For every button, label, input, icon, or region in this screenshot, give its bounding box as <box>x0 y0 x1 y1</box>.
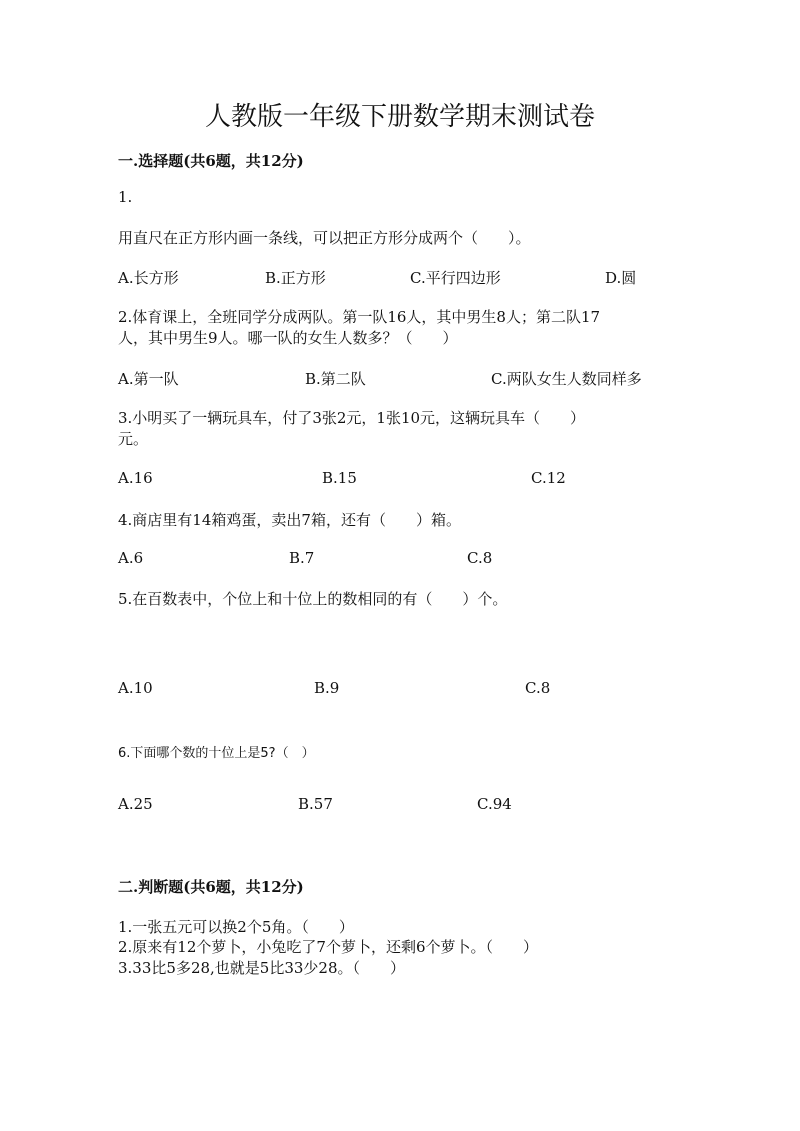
question-1-option-d: D.圆 <box>605 269 637 287</box>
question-3-option-a: A.16 <box>118 469 153 487</box>
question-3-option-b: B.15 <box>322 469 357 487</box>
question-2-option-b: B.第二队 <box>305 370 366 388</box>
judgment-item-3: 3.33比5多28,也就是5比33少28。（ ） <box>118 959 406 977</box>
question-4-text: 4.商店里有14箱鸡蛋，卖出7箱，还有（ ）箱。 <box>118 511 461 529</box>
question-6-option-a: A.25 <box>118 795 153 813</box>
question-3-option-c: C.12 <box>531 469 566 487</box>
question-3-line-1: 3.小明买了一辆玩具车，付了3张2元，1张10元，这辆玩具车（ ） <box>118 409 586 427</box>
question-5-text: 5.在百数表中，个位上和十位上的数相同的有（ ）个。 <box>118 590 508 608</box>
question-2-line-1: 2.体育课上，全班同学分成两队。第一队16人，其中男生8人；第二队17 <box>118 308 601 326</box>
question-1-option-b: B.正方形 <box>265 269 326 287</box>
question-5-option-c: C.8 <box>525 679 551 697</box>
section-2-heading: 二.判断题(共6题，共12分) <box>118 878 304 896</box>
judgment-item-2: 2.原来有12个萝卜，小兔吃了7个萝卜，还剩6个萝卜。（ ） <box>118 938 538 956</box>
question-4-option-a: A.6 <box>118 549 144 567</box>
question-6-option-b: B.57 <box>298 795 333 813</box>
question-1-number: 1. <box>118 188 133 206</box>
question-5-option-a: A.10 <box>118 679 153 697</box>
question-4-option-b: B.7 <box>289 549 315 567</box>
question-3-line-2: 元。 <box>118 430 149 448</box>
question-6-text: 6.下面哪个数的十位上是5?（ ） <box>118 746 315 761</box>
section-1-heading: 一.选择题(共6题，共12分) <box>118 152 304 170</box>
judgment-item-1: 1.一张五元可以换2个5角。（ ） <box>118 918 354 936</box>
question-1-option-c: C.平行四边形 <box>410 269 501 287</box>
question-1-text: 用直尺在正方形内画一条线，可以把正方形分成两个（ ）。 <box>118 229 531 247</box>
question-2-line-2: 人，其中男生9人。哪一队的女生人数多？（ ） <box>118 329 458 347</box>
question-4-option-c: C.8 <box>467 549 493 567</box>
question-6-option-c: C.94 <box>477 795 512 813</box>
question-1-option-a: A.长方形 <box>118 269 179 287</box>
question-5-option-b: B.9 <box>314 679 340 697</box>
question-2-option-c: C.两队女生人数同样多 <box>491 370 642 388</box>
question-2-option-a: A.第一队 <box>118 370 179 388</box>
page-title: 人教版一年级下册数学期末测试卷 <box>204 102 595 132</box>
